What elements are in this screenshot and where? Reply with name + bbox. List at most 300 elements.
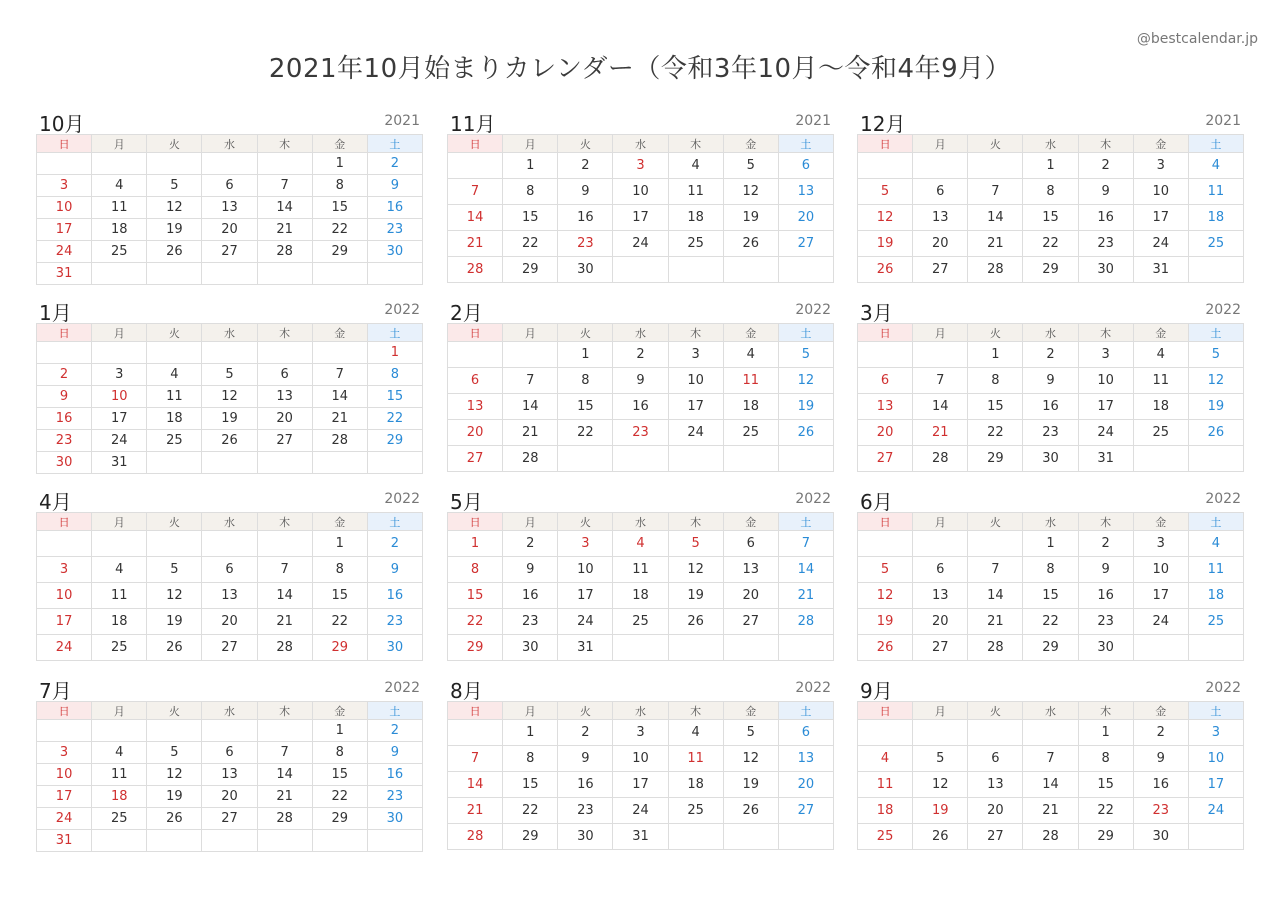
- day-cell: 10: [668, 368, 723, 394]
- day-cell: 9: [1023, 368, 1078, 394]
- day-cell: 7: [1023, 746, 1078, 772]
- day-cell: 2: [558, 720, 613, 746]
- day-cell: [913, 342, 968, 368]
- day-cell: 26: [147, 808, 202, 830]
- day-cell: 1: [1023, 531, 1078, 557]
- day-cell: 27: [202, 241, 257, 263]
- week-row: [858, 420, 1244, 446]
- day-cell: 18: [723, 394, 778, 420]
- day-cell: 22: [312, 786, 367, 808]
- day-cell: 2: [1023, 342, 1078, 368]
- day-cell: 1: [448, 531, 503, 557]
- week-row: [37, 609, 423, 635]
- day-cell: 19: [1188, 394, 1243, 420]
- day-cell: 27: [723, 609, 778, 635]
- month-header: [447, 675, 834, 701]
- day-cell: 10: [613, 746, 668, 772]
- day-cell: 24: [1133, 609, 1188, 635]
- month-header: [447, 486, 834, 512]
- weekday-label: 木: [1078, 135, 1133, 153]
- day-cell: 31: [37, 263, 92, 285]
- day-cell: 15: [312, 197, 367, 219]
- month-calendar: [857, 486, 1244, 661]
- day-cell: [613, 446, 668, 472]
- week-row: [37, 364, 423, 386]
- day-cell: 31: [613, 824, 668, 850]
- day-cell: 4: [147, 364, 202, 386]
- day-cell: 23: [1023, 420, 1078, 446]
- month-calendar: [36, 297, 423, 474]
- weekday-label: 火: [558, 135, 613, 153]
- weekday-label: 月: [913, 324, 968, 342]
- day-cell: 18: [1133, 394, 1188, 420]
- day-cell: [92, 531, 147, 557]
- week-row: [858, 772, 1244, 798]
- day-cell: 24: [37, 635, 92, 661]
- day-cell: 5: [723, 153, 778, 179]
- weekday-label: 水: [613, 513, 668, 531]
- day-cell: 11: [1188, 179, 1243, 205]
- day-cell: [723, 824, 778, 850]
- weekday-label: 金: [1133, 135, 1188, 153]
- weekday-label: 火: [147, 135, 202, 153]
- month-calendar: [857, 108, 1244, 283]
- day-cell: 28: [448, 257, 503, 283]
- day-cell: 6: [858, 368, 913, 394]
- day-cell: 26: [723, 231, 778, 257]
- day-cell: [257, 531, 312, 557]
- day-cell: 18: [668, 205, 723, 231]
- day-cell: 27: [448, 446, 503, 472]
- day-cell: 15: [1023, 205, 1078, 231]
- week-row: [858, 557, 1244, 583]
- day-cell: [558, 446, 613, 472]
- weekday-header-row: [448, 513, 834, 531]
- day-cell: 16: [367, 764, 422, 786]
- weekday-label: 木: [1078, 324, 1133, 342]
- day-cell: 4: [1133, 342, 1188, 368]
- weekday-label: 日: [37, 702, 92, 720]
- day-cell: 4: [668, 720, 723, 746]
- month-year: 2022: [795, 302, 831, 318]
- month-year: 2022: [1205, 302, 1241, 318]
- day-cell: 23: [558, 231, 613, 257]
- day-cell: 12: [202, 386, 257, 408]
- day-cell: 22: [503, 798, 558, 824]
- weekday-label: 木: [668, 513, 723, 531]
- week-row: [37, 430, 423, 452]
- month-year: 2021: [795, 113, 831, 129]
- day-cell: 4: [92, 742, 147, 764]
- day-cell: [778, 635, 833, 661]
- day-cell: 22: [367, 408, 422, 430]
- day-cell: 29: [1023, 257, 1078, 283]
- day-cell: 5: [147, 742, 202, 764]
- day-cell: 5: [668, 531, 723, 557]
- day-cell: 8: [503, 179, 558, 205]
- day-cell: 7: [503, 368, 558, 394]
- day-cell: 25: [668, 231, 723, 257]
- day-cell: 22: [558, 420, 613, 446]
- day-cell: 18: [1188, 205, 1243, 231]
- weekday-label: 日: [37, 324, 92, 342]
- day-cell: 14: [448, 205, 503, 231]
- day-cell: 23: [558, 798, 613, 824]
- day-cell: 1: [312, 720, 367, 742]
- day-cell: 25: [1188, 609, 1243, 635]
- day-cell: 25: [613, 609, 668, 635]
- week-row: [858, 342, 1244, 368]
- week-row: [37, 408, 423, 430]
- day-cell: 20: [968, 798, 1023, 824]
- day-cell: 15: [312, 583, 367, 609]
- weekday-header-row: [37, 324, 423, 342]
- month-header: [36, 675, 423, 701]
- day-cell: 10: [37, 583, 92, 609]
- week-row: [448, 342, 834, 368]
- day-cell: 26: [858, 257, 913, 283]
- day-cell: 20: [202, 786, 257, 808]
- day-cell: 19: [858, 609, 913, 635]
- weekday-label: 木: [257, 135, 312, 153]
- month-calendar: [36, 486, 423, 661]
- day-cell: 3: [1133, 153, 1188, 179]
- day-cell: 1: [312, 531, 367, 557]
- day-cell: 2: [503, 531, 558, 557]
- day-cell: 8: [312, 742, 367, 764]
- month-year: 2022: [1205, 680, 1241, 696]
- week-row: [37, 386, 423, 408]
- day-cell: 16: [1078, 205, 1133, 231]
- day-cell: 20: [858, 420, 913, 446]
- day-cell: 3: [37, 557, 92, 583]
- day-cell: 3: [668, 342, 723, 368]
- day-cell: 18: [1188, 583, 1243, 609]
- day-cell: 13: [448, 394, 503, 420]
- month-table: [447, 512, 834, 661]
- week-row: [858, 231, 1244, 257]
- day-cell: [147, 830, 202, 852]
- weekday-label: 土: [778, 702, 833, 720]
- day-cell: 25: [858, 824, 913, 850]
- week-row: [37, 263, 423, 285]
- day-cell: [613, 635, 668, 661]
- month-name: 5月: [450, 490, 483, 514]
- week-row: [448, 257, 834, 283]
- day-cell: 4: [858, 746, 913, 772]
- day-cell: 29: [312, 635, 367, 661]
- day-cell: [778, 446, 833, 472]
- day-cell: 17: [668, 394, 723, 420]
- day-cell: [968, 720, 1023, 746]
- day-cell: 28: [778, 609, 833, 635]
- site-credit: @bestcalendar.jp: [1136, 31, 1258, 47]
- day-cell: 2: [613, 342, 668, 368]
- day-cell: 12: [147, 583, 202, 609]
- day-cell: 10: [37, 197, 92, 219]
- weekday-label: 火: [968, 324, 1023, 342]
- day-cell: 11: [92, 764, 147, 786]
- week-row: [37, 583, 423, 609]
- day-cell: 25: [1188, 231, 1243, 257]
- day-cell: 22: [1023, 609, 1078, 635]
- day-cell: 24: [37, 241, 92, 263]
- day-cell: 2: [1078, 531, 1133, 557]
- day-cell: 16: [613, 394, 668, 420]
- day-cell: 4: [723, 342, 778, 368]
- day-cell: [147, 153, 202, 175]
- week-row: [37, 175, 423, 197]
- day-cell: 13: [968, 772, 1023, 798]
- day-cell: 5: [202, 364, 257, 386]
- day-cell: 6: [448, 368, 503, 394]
- month-calendar: [447, 675, 834, 850]
- day-cell: 28: [968, 635, 1023, 661]
- weekday-header-row: [448, 702, 834, 720]
- day-cell: 24: [1133, 231, 1188, 257]
- week-row: [858, 746, 1244, 772]
- day-cell: [257, 830, 312, 852]
- day-cell: 26: [147, 635, 202, 661]
- weekday-label: 金: [1133, 513, 1188, 531]
- month-table: [36, 512, 423, 661]
- week-row: [448, 635, 834, 661]
- day-cell: 16: [1023, 394, 1078, 420]
- weekday-label: 木: [668, 324, 723, 342]
- day-cell: [668, 257, 723, 283]
- day-cell: 23: [503, 609, 558, 635]
- day-cell: 16: [37, 408, 92, 430]
- month-name: 8月: [450, 679, 483, 703]
- week-row: [448, 205, 834, 231]
- day-cell: 7: [778, 531, 833, 557]
- day-cell: 10: [1133, 179, 1188, 205]
- day-cell: 13: [913, 583, 968, 609]
- day-cell: 10: [1078, 368, 1133, 394]
- day-cell: [1188, 257, 1243, 283]
- day-cell: 6: [257, 364, 312, 386]
- day-cell: 23: [367, 786, 422, 808]
- day-cell: 14: [913, 394, 968, 420]
- day-cell: 22: [1078, 798, 1133, 824]
- day-cell: 17: [37, 609, 92, 635]
- day-cell: 21: [1023, 798, 1078, 824]
- day-cell: [92, 263, 147, 285]
- week-row: [37, 720, 423, 742]
- day-cell: 9: [367, 742, 422, 764]
- day-cell: 6: [202, 742, 257, 764]
- day-cell: 17: [1188, 772, 1243, 798]
- day-cell: 9: [558, 746, 613, 772]
- day-cell: 24: [668, 420, 723, 446]
- day-cell: 7: [968, 557, 1023, 583]
- day-cell: [202, 153, 257, 175]
- weekday-label: 金: [723, 324, 778, 342]
- week-row: [37, 764, 423, 786]
- day-cell: 21: [968, 231, 1023, 257]
- day-cell: [778, 257, 833, 283]
- day-cell: 8: [448, 557, 503, 583]
- day-cell: [257, 452, 312, 474]
- weekday-label: 木: [668, 135, 723, 153]
- week-row: [858, 609, 1244, 635]
- weekday-label: 金: [1133, 702, 1188, 720]
- weekday-label: 土: [1188, 513, 1243, 531]
- day-cell: 29: [1023, 635, 1078, 661]
- weekday-label: 火: [558, 702, 613, 720]
- day-cell: [858, 531, 913, 557]
- day-cell: 12: [147, 764, 202, 786]
- month-calendar: [447, 486, 834, 661]
- day-cell: 9: [1133, 746, 1188, 772]
- week-row: [448, 446, 834, 472]
- day-cell: [448, 153, 503, 179]
- day-cell: 20: [448, 420, 503, 446]
- weekday-label: 日: [448, 135, 503, 153]
- day-cell: 19: [723, 772, 778, 798]
- day-cell: 18: [613, 583, 668, 609]
- day-cell: 14: [968, 583, 1023, 609]
- day-cell: [668, 635, 723, 661]
- day-cell: 24: [37, 808, 92, 830]
- month-table: [447, 701, 834, 850]
- day-cell: 26: [1188, 420, 1243, 446]
- day-cell: 22: [448, 609, 503, 635]
- day-cell: 5: [913, 746, 968, 772]
- day-cell: [723, 635, 778, 661]
- day-cell: 18: [92, 609, 147, 635]
- day-cell: 18: [668, 772, 723, 798]
- day-cell: 11: [723, 368, 778, 394]
- week-row: [37, 342, 423, 364]
- day-cell: 28: [913, 446, 968, 472]
- day-cell: 3: [1133, 531, 1188, 557]
- week-row: [37, 557, 423, 583]
- day-cell: 24: [1078, 420, 1133, 446]
- month-year: 2022: [795, 491, 831, 507]
- day-cell: 19: [147, 609, 202, 635]
- day-cell: 5: [1188, 342, 1243, 368]
- day-cell: 3: [92, 364, 147, 386]
- day-cell: 22: [968, 420, 1023, 446]
- day-cell: [37, 531, 92, 557]
- day-cell: [312, 342, 367, 364]
- day-cell: 26: [202, 430, 257, 452]
- day-cell: 2: [37, 364, 92, 386]
- weekday-label: 火: [558, 513, 613, 531]
- month-year: 2022: [795, 680, 831, 696]
- weekday-label: 火: [147, 324, 202, 342]
- day-cell: 14: [257, 197, 312, 219]
- day-cell: 27: [913, 635, 968, 661]
- day-cell: 20: [778, 205, 833, 231]
- day-cell: 25: [668, 798, 723, 824]
- day-cell: [92, 153, 147, 175]
- weekday-label: 木: [1078, 702, 1133, 720]
- weekday-label: 日: [858, 135, 913, 153]
- day-cell: 23: [613, 420, 668, 446]
- day-cell: 27: [202, 635, 257, 661]
- day-cell: 16: [558, 205, 613, 231]
- week-row: [858, 153, 1244, 179]
- day-cell: 1: [367, 342, 422, 364]
- day-cell: 15: [968, 394, 1023, 420]
- weekday-label: 土: [778, 135, 833, 153]
- day-cell: 28: [503, 446, 558, 472]
- month-table: [857, 134, 1244, 283]
- day-cell: 5: [147, 557, 202, 583]
- weekday-label: 土: [367, 135, 422, 153]
- day-cell: [37, 153, 92, 175]
- day-cell: 17: [1078, 394, 1133, 420]
- day-cell: 9: [613, 368, 668, 394]
- day-cell: 11: [92, 583, 147, 609]
- day-cell: 14: [1023, 772, 1078, 798]
- day-cell: [448, 342, 503, 368]
- month-year: 2022: [384, 680, 420, 696]
- day-cell: 8: [1023, 179, 1078, 205]
- weekday-label: 木: [668, 702, 723, 720]
- day-cell: 22: [1023, 231, 1078, 257]
- day-cell: 5: [858, 179, 913, 205]
- weekday-label: 月: [503, 324, 558, 342]
- day-cell: 21: [257, 786, 312, 808]
- day-cell: 12: [778, 368, 833, 394]
- day-cell: 13: [778, 746, 833, 772]
- day-cell: 8: [312, 557, 367, 583]
- day-cell: 2: [367, 153, 422, 175]
- weekday-label: 水: [1023, 324, 1078, 342]
- day-cell: [858, 720, 913, 746]
- day-cell: 19: [858, 231, 913, 257]
- day-cell: 26: [858, 635, 913, 661]
- day-cell: 3: [37, 742, 92, 764]
- weekday-label: 水: [202, 135, 257, 153]
- week-row: [448, 394, 834, 420]
- day-cell: 1: [1023, 153, 1078, 179]
- day-cell: [257, 153, 312, 175]
- day-cell: 12: [913, 772, 968, 798]
- weekday-label: 金: [723, 702, 778, 720]
- weekday-label: 土: [367, 513, 422, 531]
- day-cell: 21: [778, 583, 833, 609]
- day-cell: [257, 342, 312, 364]
- day-cell: 30: [1023, 446, 1078, 472]
- month-header: [447, 297, 834, 323]
- day-cell: 25: [1133, 420, 1188, 446]
- day-cell: 21: [448, 231, 503, 257]
- weekday-label: 水: [202, 513, 257, 531]
- day-cell: 2: [1078, 153, 1133, 179]
- month-year: 2021: [384, 113, 420, 129]
- day-cell: 20: [913, 609, 968, 635]
- weekday-label: 土: [1188, 135, 1243, 153]
- weekday-label: 火: [968, 135, 1023, 153]
- day-cell: 12: [858, 205, 913, 231]
- week-row: [37, 197, 423, 219]
- month-name: 12月: [860, 112, 906, 136]
- week-row: [448, 557, 834, 583]
- day-cell: 25: [92, 241, 147, 263]
- day-cell: 4: [1188, 531, 1243, 557]
- week-row: [858, 368, 1244, 394]
- weekday-label: 火: [968, 513, 1023, 531]
- week-row: [858, 798, 1244, 824]
- weekday-label: 日: [448, 702, 503, 720]
- weekday-label: 月: [503, 513, 558, 531]
- day-cell: 16: [503, 583, 558, 609]
- month-header: [857, 486, 1244, 512]
